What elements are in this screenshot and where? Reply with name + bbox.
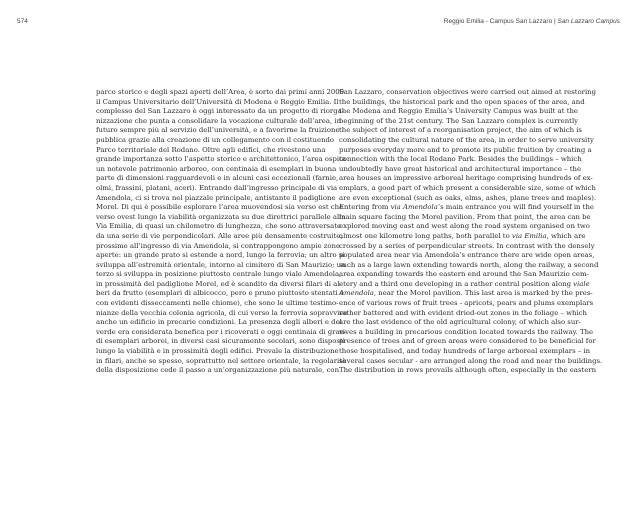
english-text-line: are the last evidence of the old agricultural colony, of which also sur- xyxy=(339,318,581,327)
page-number: 574 xyxy=(17,18,28,25)
english-text-line: Entering from via Amendola’s main entrance you will find yourself in the xyxy=(339,203,594,212)
english-text-line: Amendola, near the Morel pavilion. This last area is marked by the pres- xyxy=(339,289,593,298)
running-head-main: Reggio Emilia - Campus San Lazzaro | xyxy=(443,18,558,25)
italian-text-line: il Campus Universitario dell’Università di Modena e Reggio Emilia. Il xyxy=(96,97,339,106)
running-head xyxy=(444,18,620,25)
italian-text-line: beri da frutto (esemplari di albicocco, pero e pruno piuttosto stentati e xyxy=(96,289,344,298)
english-text-line: vives a building in precarious condition located towards the railway. The xyxy=(339,327,594,336)
italian-text-line: complesso del San Lazzaro è oggi interessato da un progetto di riorga- xyxy=(96,107,345,116)
italian-text-line: con evidenti disseccamenti nelle chiome), che sono le ultime testimo- xyxy=(96,299,339,308)
english-text-line: rather battered and with evident dried-out zones in the foliage – which xyxy=(339,308,587,317)
italian-text-line: anche un edificio in precarie condizioni. La presenza degli alberi e del xyxy=(96,318,342,327)
english-text-line: are even exceptional (such as oaks, elms, ashes, plane trees and maples). xyxy=(339,193,597,202)
italian-text-line: parco storico e degli spazi aperti dell’Area, è sorto dai primi anni 2000 xyxy=(96,88,345,96)
english-text-line: explored moving east and west along the road system organised on two xyxy=(339,222,590,231)
english-text-line: almost one kilometre long paths, both parallel to via Emilia, which are xyxy=(339,231,586,240)
english-text-line: such as a large lawn extending towards north, along the railway, a second xyxy=(339,260,599,269)
english-text-line: area expanding towards the eastern end around the San Maurizio cem- xyxy=(339,270,589,279)
italian-text-line: Parco territoriale del Rodano. Oltre agli edifici, che rivestono una xyxy=(96,145,326,154)
page-header xyxy=(0,12,640,26)
italian-text-line: in prossimità del padiglione Morel, ed è scandito da diversi filari di al- xyxy=(96,279,342,288)
italian-text-line: lungo la viabilità e in prossimità degli edifici. Prevale la distribuzione xyxy=(96,347,339,356)
english-text-line: those hospitalised, and today hundreds of large arboreal exemplars – in xyxy=(339,347,591,356)
english-text-line: the buildings, the historical park and the open spaces of the area, and xyxy=(339,97,585,106)
italian-text-line: futuro sempre più al servizio dell’università, e a favorirne la fruizione xyxy=(96,126,340,135)
english-text-line: the Modena and Reggio Emilia’s University Campus was built at the xyxy=(339,107,578,116)
running-head-italic: San Lazzaro Campus xyxy=(557,18,620,25)
english-text-line: area houses an impressive arboreal heritage comprising hundreds of ex- xyxy=(339,174,593,183)
italian-text-line: nizzazione che punta a consolidare la vocazione culturale dell’area, in xyxy=(96,116,342,125)
english-text-line: populated area near via Amendola’s entrance there are wide open areas, xyxy=(339,251,595,260)
english-text-line: the subject of interest of a reorganisation project, the aim of which is xyxy=(339,126,582,135)
english-text-line: undoubtedly have great historical and architectural importance – the xyxy=(339,164,582,173)
italian-text-line: un notevole patrimonio arboreo, con centinaia di esemplari in buona xyxy=(96,164,337,173)
italian-text-line: verde era considerata benefica per i ricoverati e oggi centinaia di gran- xyxy=(96,327,347,336)
english-text-line: several cases secular - are arranged along the road and near the buildings. xyxy=(339,356,603,365)
italian-text-line: terzo si sviluppa in posizione piuttosto centrale lungo viale Amendola, xyxy=(96,270,342,279)
english-text-line: consolidating the cultural nature of the area, in order to serve university xyxy=(339,135,594,144)
italian-text-column xyxy=(96,88,348,376)
italian-text-line: Morel. Di qui è possibile esplorare l’area muovendosi sia verso est che xyxy=(96,203,344,212)
italian-text-line: pubblica grazie alla creazione di un collegamento con il costituendo xyxy=(96,135,335,144)
italian-text-line: da una serie di vie perpendicolari. Alle aree più densamente costruite, xyxy=(96,231,343,240)
english-text-line: presence of trees and of green areas were considered to be beneficial for xyxy=(339,337,596,346)
english-text-line: ence of various rows of fruit trees - apricots, pears and plums exemplars xyxy=(339,299,594,308)
english-text-column xyxy=(339,88,603,376)
italian-text-line: della disposizione cede il passo a un’organizzazione più naturale, con xyxy=(96,366,340,375)
english-text-line: etery and a third one developing in a rather central position along viale xyxy=(339,279,590,288)
english-text-line: connection with the local Rodano Park. Besides the buildings – which xyxy=(339,155,582,164)
english-text-line: beginning of the 21st century. The San Lazzaro complex is currently xyxy=(339,116,579,125)
italian-text-line: Amendola, ci si trova nel piazzale principale, antistante il padiglione xyxy=(96,193,336,202)
italian-text-line: verso ovest lungo la viabilità organizzata su due direttrici parallele alla xyxy=(96,212,346,221)
english-text-line: crossed by a series of perpendicular streets. In contrast with the densely xyxy=(339,241,595,250)
italian-text-line: parte di dimensioni ragguardevoli e in alcuni casi eccezionali (farnie, xyxy=(96,174,339,183)
italian-text-line: aperte: un grande prato si estende a nord, lungo la ferrovia; un altro si xyxy=(96,251,345,260)
italian-text-line: in filari, anche se spesso, soprattutto nel settore orientale, la regolarità xyxy=(96,356,347,365)
italian-text-line: grande importanza sotto l’aspetto storico e architettonico, l’area ospita xyxy=(96,155,346,164)
italian-text-line: Via Emilia, di quasi un chilometro di lunghezza, che sono attraversate xyxy=(96,222,342,231)
english-text-line: purposes everyday more and to promote its public fruition by creating a xyxy=(339,145,592,154)
italian-text-line: olmi, frassini, platani, aceri). Entrando dall’ingresso principale di via xyxy=(96,183,338,192)
english-text-line: The distribution in rows prevails although often, especially in the eastern xyxy=(339,366,597,375)
italian-text-line: nianze della vecchia colonia agricola, di cui verso la ferrovia sopravvive xyxy=(96,308,348,317)
english-text-line: main square facing the Morel pavilion. From that point, the area can be xyxy=(339,212,591,221)
italian-text-line: sviluppa all’estremità orientale, intorno al cimitero di San Maurizio; un xyxy=(96,260,346,269)
italian-text-line: prossime all’ingresso di via Amendola, si contrappongono ampie zone xyxy=(96,241,341,250)
italian-text-line: di esemplari arborei, in diversi casi sicuramente secolari, sono disposti xyxy=(96,337,345,346)
english-text-line: emplars, a good part of which present a considerable size, some of which xyxy=(339,183,596,192)
english-text-line: San Lazzaro, conservation objectives were carried out aimed at restoring xyxy=(339,88,597,96)
